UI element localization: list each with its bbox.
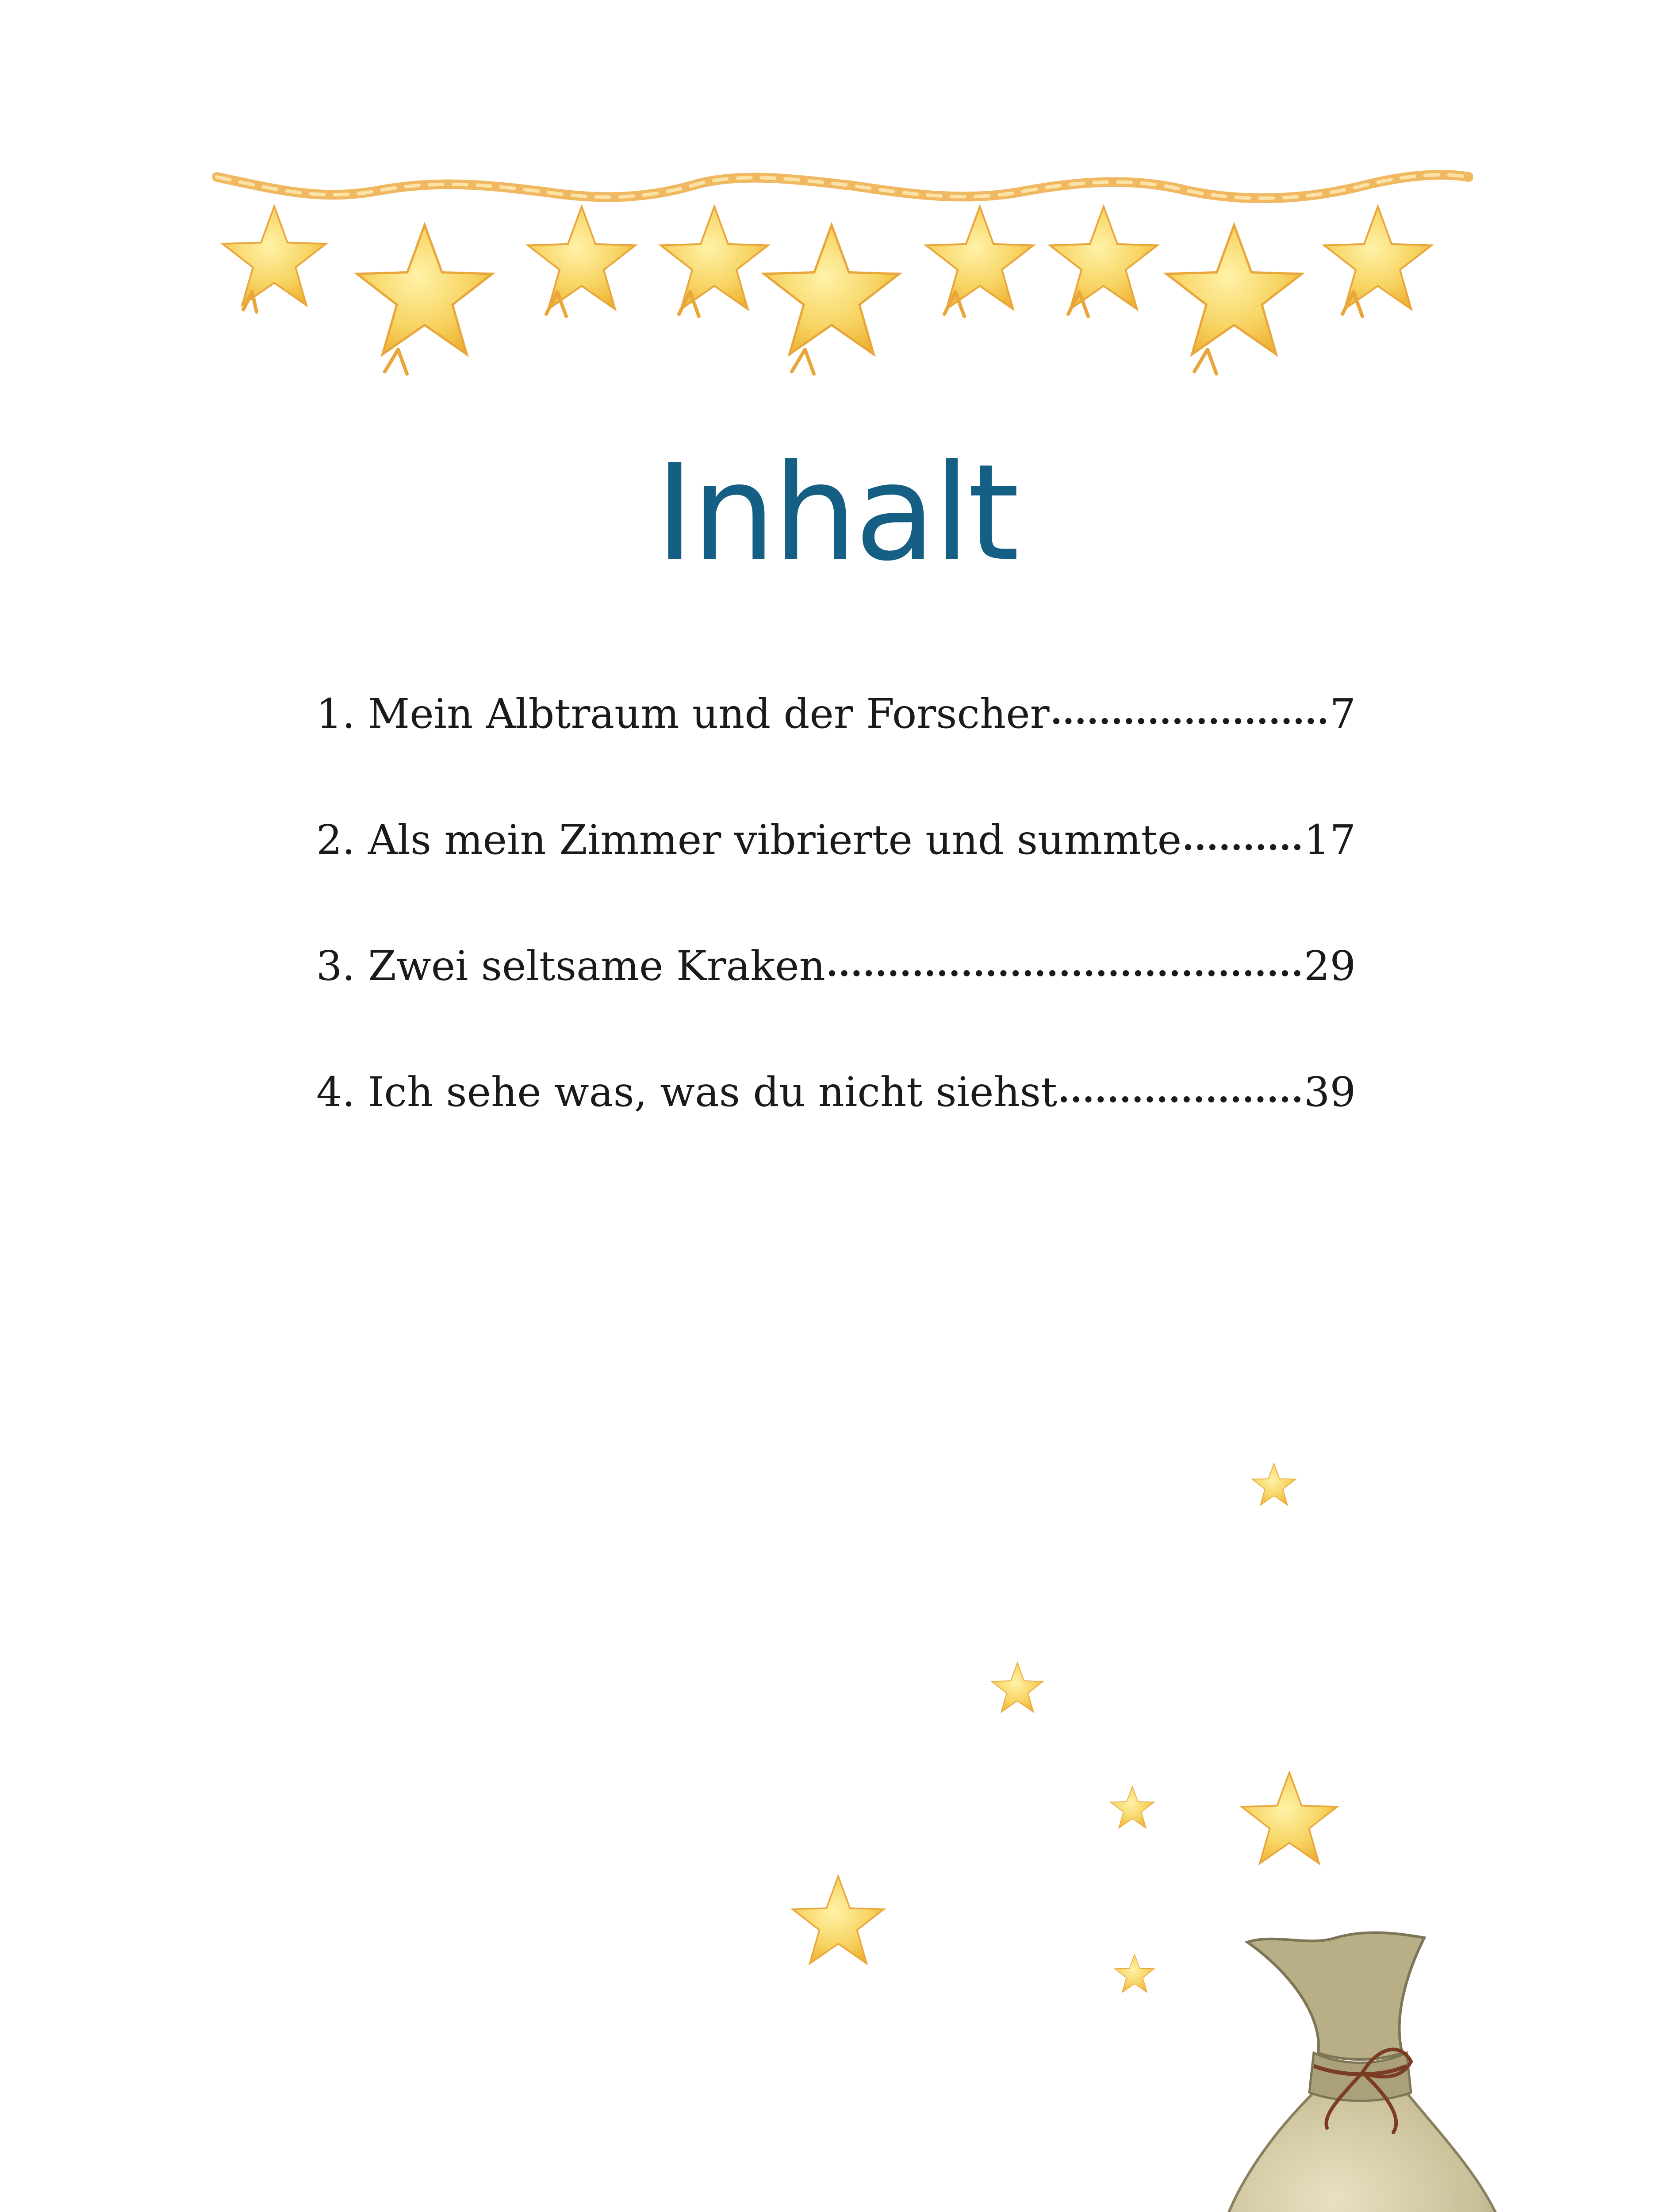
star-garland-icon	[212, 159, 1473, 407]
toc-entry-title: 3. Zwei seltsame Kraken	[316, 942, 825, 990]
toc-entry-page: 29	[1304, 942, 1356, 990]
toc-leader-dots	[1185, 844, 1300, 850]
sack-icon	[1216, 1932, 1504, 2212]
scattered-stars-icon	[793, 1463, 1338, 1993]
page-title: Inhalt	[655, 436, 1017, 590]
toc-leader-dots	[829, 970, 1300, 976]
table-of-contents	[316, 690, 1356, 1194]
toc-entry	[316, 942, 1356, 1068]
toc-entry-title: 1. Mein Albtraum und der Forscher	[316, 690, 1050, 737]
toc-entry	[316, 816, 1356, 942]
toc-entry	[316, 690, 1356, 816]
toc-entry-page: 7	[1330, 690, 1356, 737]
sack-and-stars-decoration	[752, 1416, 1504, 2212]
toc-entry-title: 4. Ich sehe was, was du nicht siehst	[316, 1068, 1057, 1116]
toc-entry-page: 39	[1304, 1068, 1356, 1116]
toc-leader-dots	[1061, 1096, 1300, 1102]
toc-entry-title: 2. Als mein Zimmer vibrierte und summte	[316, 816, 1182, 864]
toc-entry-page: 17	[1304, 816, 1356, 864]
toc-leader-dots	[1053, 718, 1327, 724]
toc-entry	[316, 1068, 1356, 1194]
